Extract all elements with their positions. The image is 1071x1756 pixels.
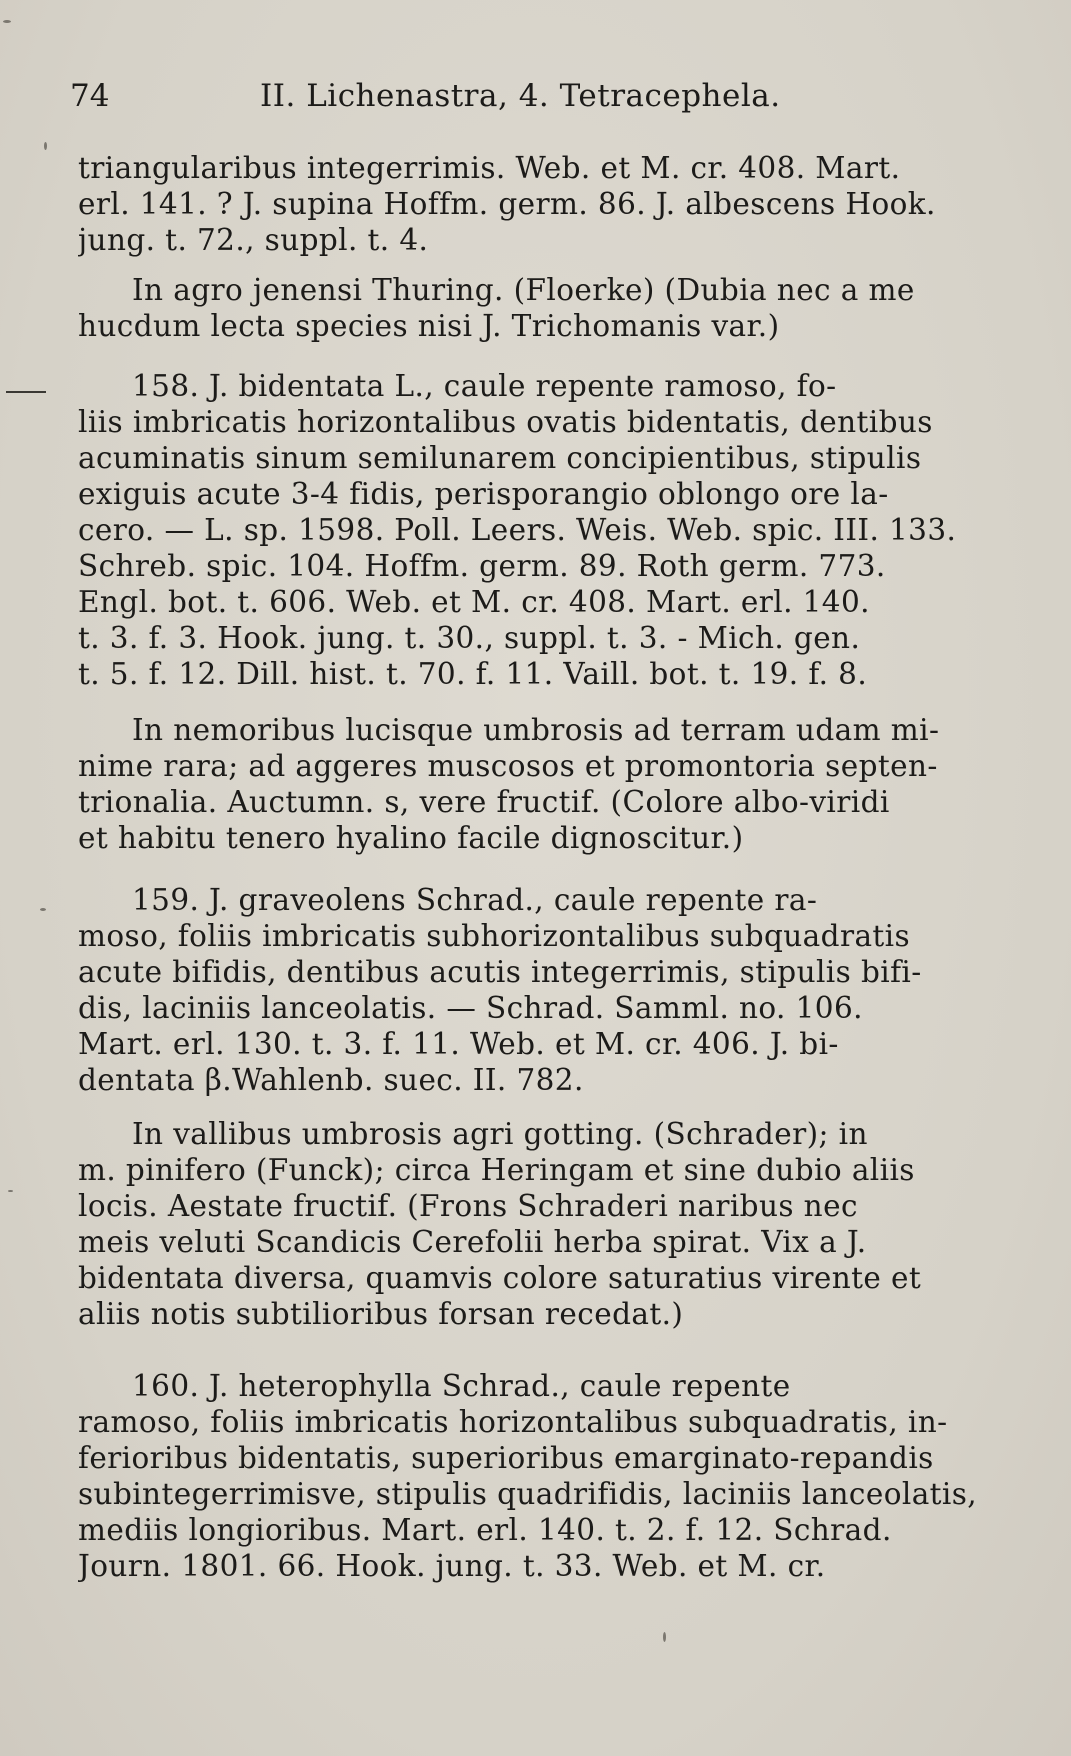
text-line: liis imbricatis horizontalibus ovatis bidentatis, dentibus — [78, 405, 933, 439]
text-line: t. 5. f. 12. Dill. hist. t. 70. f. 11. Vaill. bot. t. 19. f. 8. — [78, 657, 868, 691]
paper-speck — [3, 20, 11, 23]
text-line: jung. t. 72., suppl. t. 4. — [78, 223, 429, 257]
text-line: exiguis acute 3-4 fidis, perisporangio oblongo ore la- — [78, 477, 889, 511]
text-line: Engl. bot. t. 606. Web. et M. cr. 408. Mart. erl. 140. — [78, 585, 870, 619]
text-line: moso, foliis imbricatis subhorizontalibus subquadratis — [78, 919, 911, 953]
text-line: t. 3. f. 3. Hook. jung. t. 30., suppl. t. 3. - Mich. gen. — [78, 621, 861, 655]
margin-mark — [6, 391, 46, 393]
paper-speck — [663, 1632, 666, 1642]
paper-speck — [40, 908, 46, 911]
page-header — [70, 78, 1000, 118]
text-line: bidentata diversa, quamvis colore saturatius virente et — [78, 1261, 922, 1295]
text-line: dentata β.Wahlenb. suec. II. 782. — [78, 1063, 584, 1097]
text-line: mediis longioribus. Mart. erl. 140. t. 2. f. 12. Schrad. — [78, 1513, 892, 1547]
text-line: m. pinifero (Funck); circa Heringam et sine dubio aliis — [78, 1153, 915, 1187]
text-line: triangularibus integerrimis. Web. et M. cr. 408. Mart. — [78, 151, 901, 185]
text-line: aliis notis subtilioribus forsan recedat.) — [78, 1297, 684, 1331]
text-line: meis veluti Scandicis Cerefolii herba spirat. Vix a J. — [78, 1225, 867, 1259]
paper-speck — [8, 1190, 13, 1192]
text-line: locis. Aestate fructif. (Frons Schraderi naribus nec — [78, 1189, 858, 1223]
text-line: Journ. 1801. 66. Hook. jung. t. 33. Web. et M. cr. — [78, 1549, 826, 1583]
text-line: In nemoribus lucisque umbrosis ad terram udam mi- — [132, 713, 940, 747]
text-line: In agro jenensi Thuring. (Floerke) (Dubia nec a me — [132, 273, 915, 307]
text-line: cero. — L. sp. 1598. Poll. Leers. Weis. Web. spic. III. 133. — [78, 513, 957, 547]
text-line: erl. 141. ? J. supina Hoffm. germ. 86. J. albescens Hook. — [78, 187, 936, 221]
entry-158-heading: 158. J. bidentata L., caule repente ramoso, fo- — [132, 369, 837, 403]
text-line: nime rara; ad aggeres muscosos et promontoria septen- — [78, 749, 938, 783]
page-number: 74 — [70, 78, 110, 114]
text-line: In vallibus umbrosis agri gotting. (Schrader); in — [132, 1117, 868, 1151]
text-line: Mart. erl. 130. t. 3. f. 11. Web. et M. cr. 406. J. bi- — [78, 1027, 839, 1061]
text-line: ferioribus bidentatis, superioribus emarginato-repandis — [78, 1441, 934, 1475]
paper-speck — [44, 142, 47, 150]
entry-159-heading: 159. J. graveolens Schrad., caule repente ra- — [132, 883, 818, 917]
text-line: Schreb. spic. 104. Hoffm. germ. 89. Roth germ. 773. — [78, 549, 886, 583]
text-line: hucdum lecta species nisi J. Trichomanis var.) — [78, 309, 780, 343]
text-line: dis, laciniis lanceolatis. — Schrad. Samml. no. 106. — [78, 991, 863, 1025]
text-line: et habitu tenero hyalino facile dignoscitur.) — [78, 821, 744, 855]
text-line: ramoso, foliis imbricatis horizontalibus subquadratis, in- — [78, 1405, 948, 1439]
running-head: II. Lichenastra, 4. Tetracephela. — [260, 78, 781, 114]
text-line: subintegerrimisve, stipulis quadrifidis, laciniis lanceolatis, — [78, 1477, 978, 1511]
text-line: acute bifidis, dentibus acutis integerrimis, stipulis bifi- — [78, 955, 922, 989]
entry-160-heading: 160. J. heterophylla Schrad., caule repente — [132, 1369, 791, 1403]
text-line: acuminatis sinum semilunarem concipientibus, stipulis — [78, 441, 922, 475]
text-line: trionalia. Auctumn. s, vere fructif. (Colore albo-viridi — [78, 785, 890, 819]
